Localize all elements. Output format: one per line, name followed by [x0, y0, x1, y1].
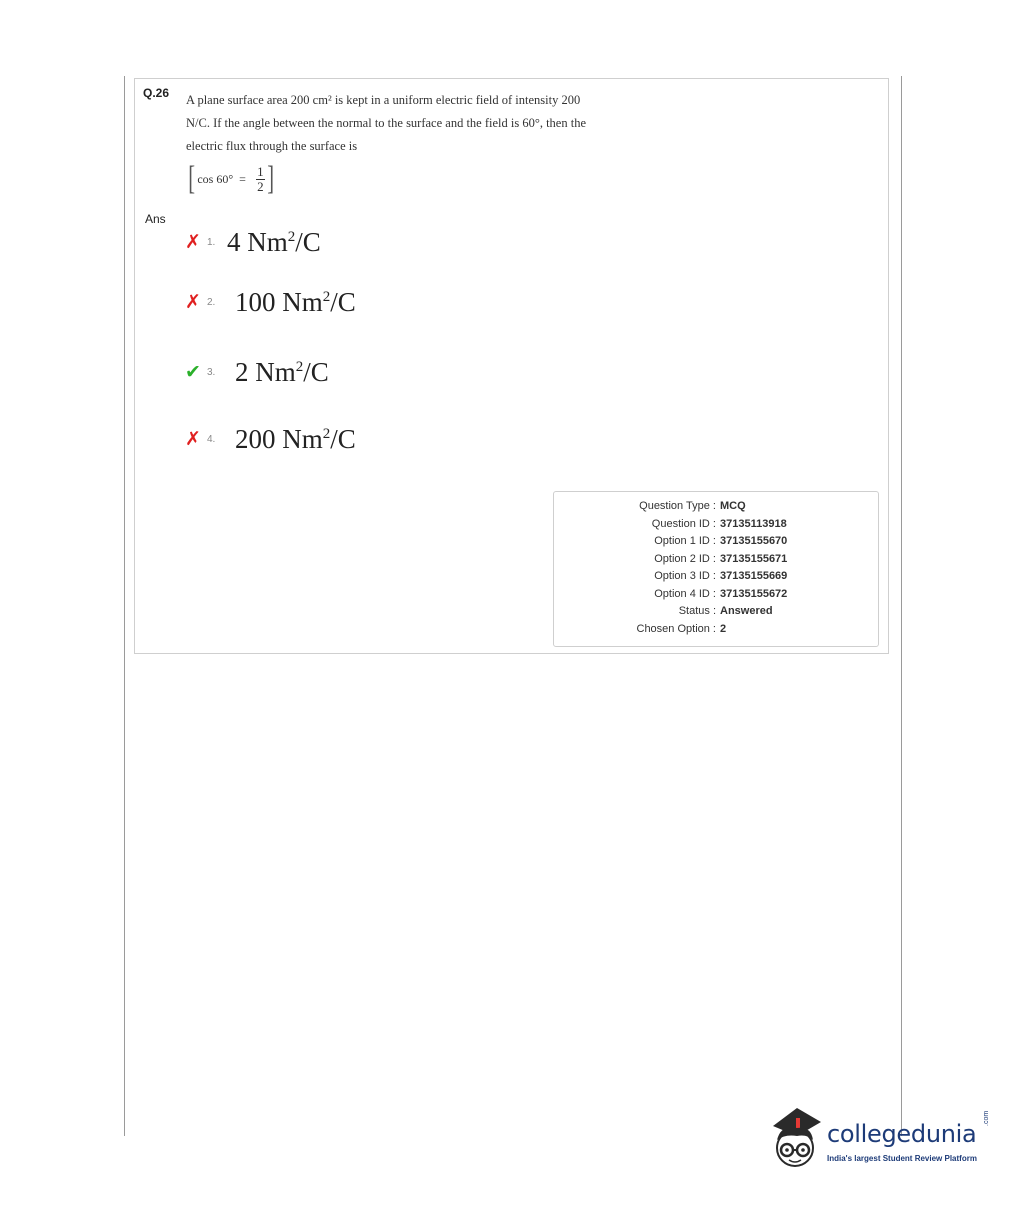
- option-4: [185, 424, 356, 455]
- formula-lhs: cos 60°: [197, 171, 234, 186]
- page-left-border: [124, 76, 125, 1136]
- formula-equals: =: [239, 171, 246, 186]
- info-row: Question Type : MCQ: [639, 500, 746, 512]
- option-text: 2 Nm$^2$/C: [235, 357, 329, 387]
- info-row: Option 4 ID : 37135155672: [654, 587, 788, 600]
- question-line: electric flux through the surface is: [186, 139, 358, 153]
- fraction-denominator: 2: [257, 178, 264, 194]
- option-number: 1.: [207, 237, 216, 248]
- formula-fraction: [256, 165, 265, 194]
- question-number: Q.26: [143, 86, 170, 100]
- checkmark-icon: ✔: [185, 362, 201, 383]
- formula-hint: [186, 161, 276, 197]
- option-number: 4.: [207, 434, 216, 445]
- option-3: [185, 357, 329, 388]
- info-row: Question ID : 37135113918: [651, 517, 787, 530]
- left-bracket: [: [188, 160, 196, 197]
- info-row: Chosen Option : 2: [636, 622, 727, 635]
- info-row: Status : Answered: [678, 605, 773, 617]
- page-right-border: [901, 76, 902, 1136]
- option-1: [185, 227, 321, 258]
- option-number: 2.: [207, 297, 216, 308]
- collegedunia-logo: [767, 1104, 997, 1176]
- logo-wordmark: collegedunia: [827, 1120, 977, 1148]
- logo-suffix: .com: [983, 1110, 990, 1126]
- answer-label: Ans: [145, 212, 166, 226]
- info-row: Option 1 ID : 37135155670: [654, 535, 788, 547]
- info-row: Option 2 ID : 37135155671: [654, 552, 788, 565]
- option-2: [185, 287, 356, 318]
- right-bracket: ]: [267, 160, 274, 197]
- question-text: [186, 89, 656, 158]
- cross-icon: ✗: [185, 429, 201, 450]
- mascot-icon: [767, 1104, 827, 1176]
- option-number: 3.: [207, 367, 216, 378]
- fraction-numerator: 1: [257, 163, 264, 179]
- cross-icon: ✗: [185, 292, 201, 313]
- option-text: 200 Nm$^2$/C: [235, 424, 356, 454]
- question-card: [134, 78, 889, 654]
- question-line: N/C. If the angle between the normal to the surface and the field is 60°, then the: [186, 116, 587, 130]
- question-line: A plane surface area 200 cm² is kept in a uniform electric field of intensity 200: [186, 93, 581, 107]
- option-text: 4 Nm$^2$/C: [227, 227, 321, 257]
- option-text: 100 Nm$^2$/C: [235, 287, 356, 317]
- info-row: Option 3 ID : 37135155669: [654, 570, 788, 582]
- logo-tagline: India's largest Student Review Platform: [827, 1154, 977, 1163]
- question-info-box: [553, 491, 879, 647]
- cross-icon: ✗: [185, 232, 201, 253]
